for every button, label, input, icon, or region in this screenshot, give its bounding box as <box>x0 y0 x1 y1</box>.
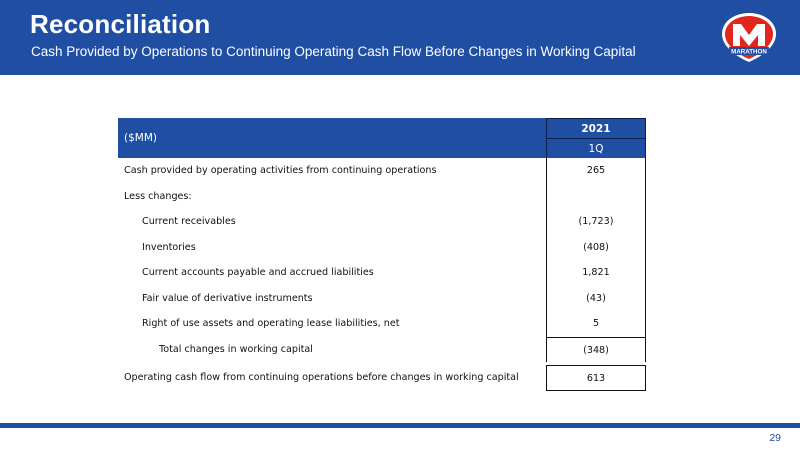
period-column-header <box>546 118 646 158</box>
row-value: 613 <box>546 365 646 391</box>
year-header: 2021 <box>547 119 645 139</box>
header-bar <box>0 0 800 75</box>
row-label: Current receivables <box>142 216 236 227</box>
marathon-logo <box>717 10 781 64</box>
row-label: Current accounts payable and accrued liabilities <box>142 267 374 278</box>
logo-text: MARATHON <box>731 48 767 56</box>
row-label: Less changes: <box>124 190 192 202</box>
table-row <box>118 260 646 286</box>
row-value: (43) <box>546 286 646 312</box>
row-value: (408) <box>546 235 646 261</box>
unit-label: ($MM) <box>124 132 157 144</box>
table-row <box>118 184 646 210</box>
table-row <box>118 311 646 337</box>
row-value: (348) <box>546 337 646 363</box>
page-title: Reconciliation <box>30 9 211 39</box>
page-subtitle: Cash Provided by Operations to Continuing Operating Cash Flow Before Changes in Working Capital <box>31 44 636 59</box>
row-label: Operating cash flow from continuing operations before changes in working capital <box>124 372 519 383</box>
row-value <box>546 184 646 210</box>
row-value: 1,821 <box>546 260 646 286</box>
footer-divider <box>0 423 800 428</box>
row-label: Inventories <box>142 241 196 253</box>
row-value: (1,723) <box>546 209 646 235</box>
table-row <box>118 286 646 312</box>
period-header: 1Q <box>588 143 604 155</box>
page-number: 29 <box>769 432 781 444</box>
table-row <box>118 235 646 261</box>
table-row <box>118 158 646 184</box>
row-value: 5 <box>546 311 646 337</box>
reconciliation-table <box>118 118 646 391</box>
row-label: Right of use assets and operating lease liabilities, net <box>142 318 400 329</box>
total-row <box>118 337 646 363</box>
row-label: Total changes in working capital <box>159 343 313 355</box>
row-value: 265 <box>546 158 646 184</box>
table-header <box>118 118 646 158</box>
table-row <box>118 209 646 235</box>
row-label: Cash provided by operating activities from continuing operations <box>124 165 437 176</box>
row-label: Fair value of derivative instruments <box>142 292 313 304</box>
result-row <box>118 365 646 391</box>
